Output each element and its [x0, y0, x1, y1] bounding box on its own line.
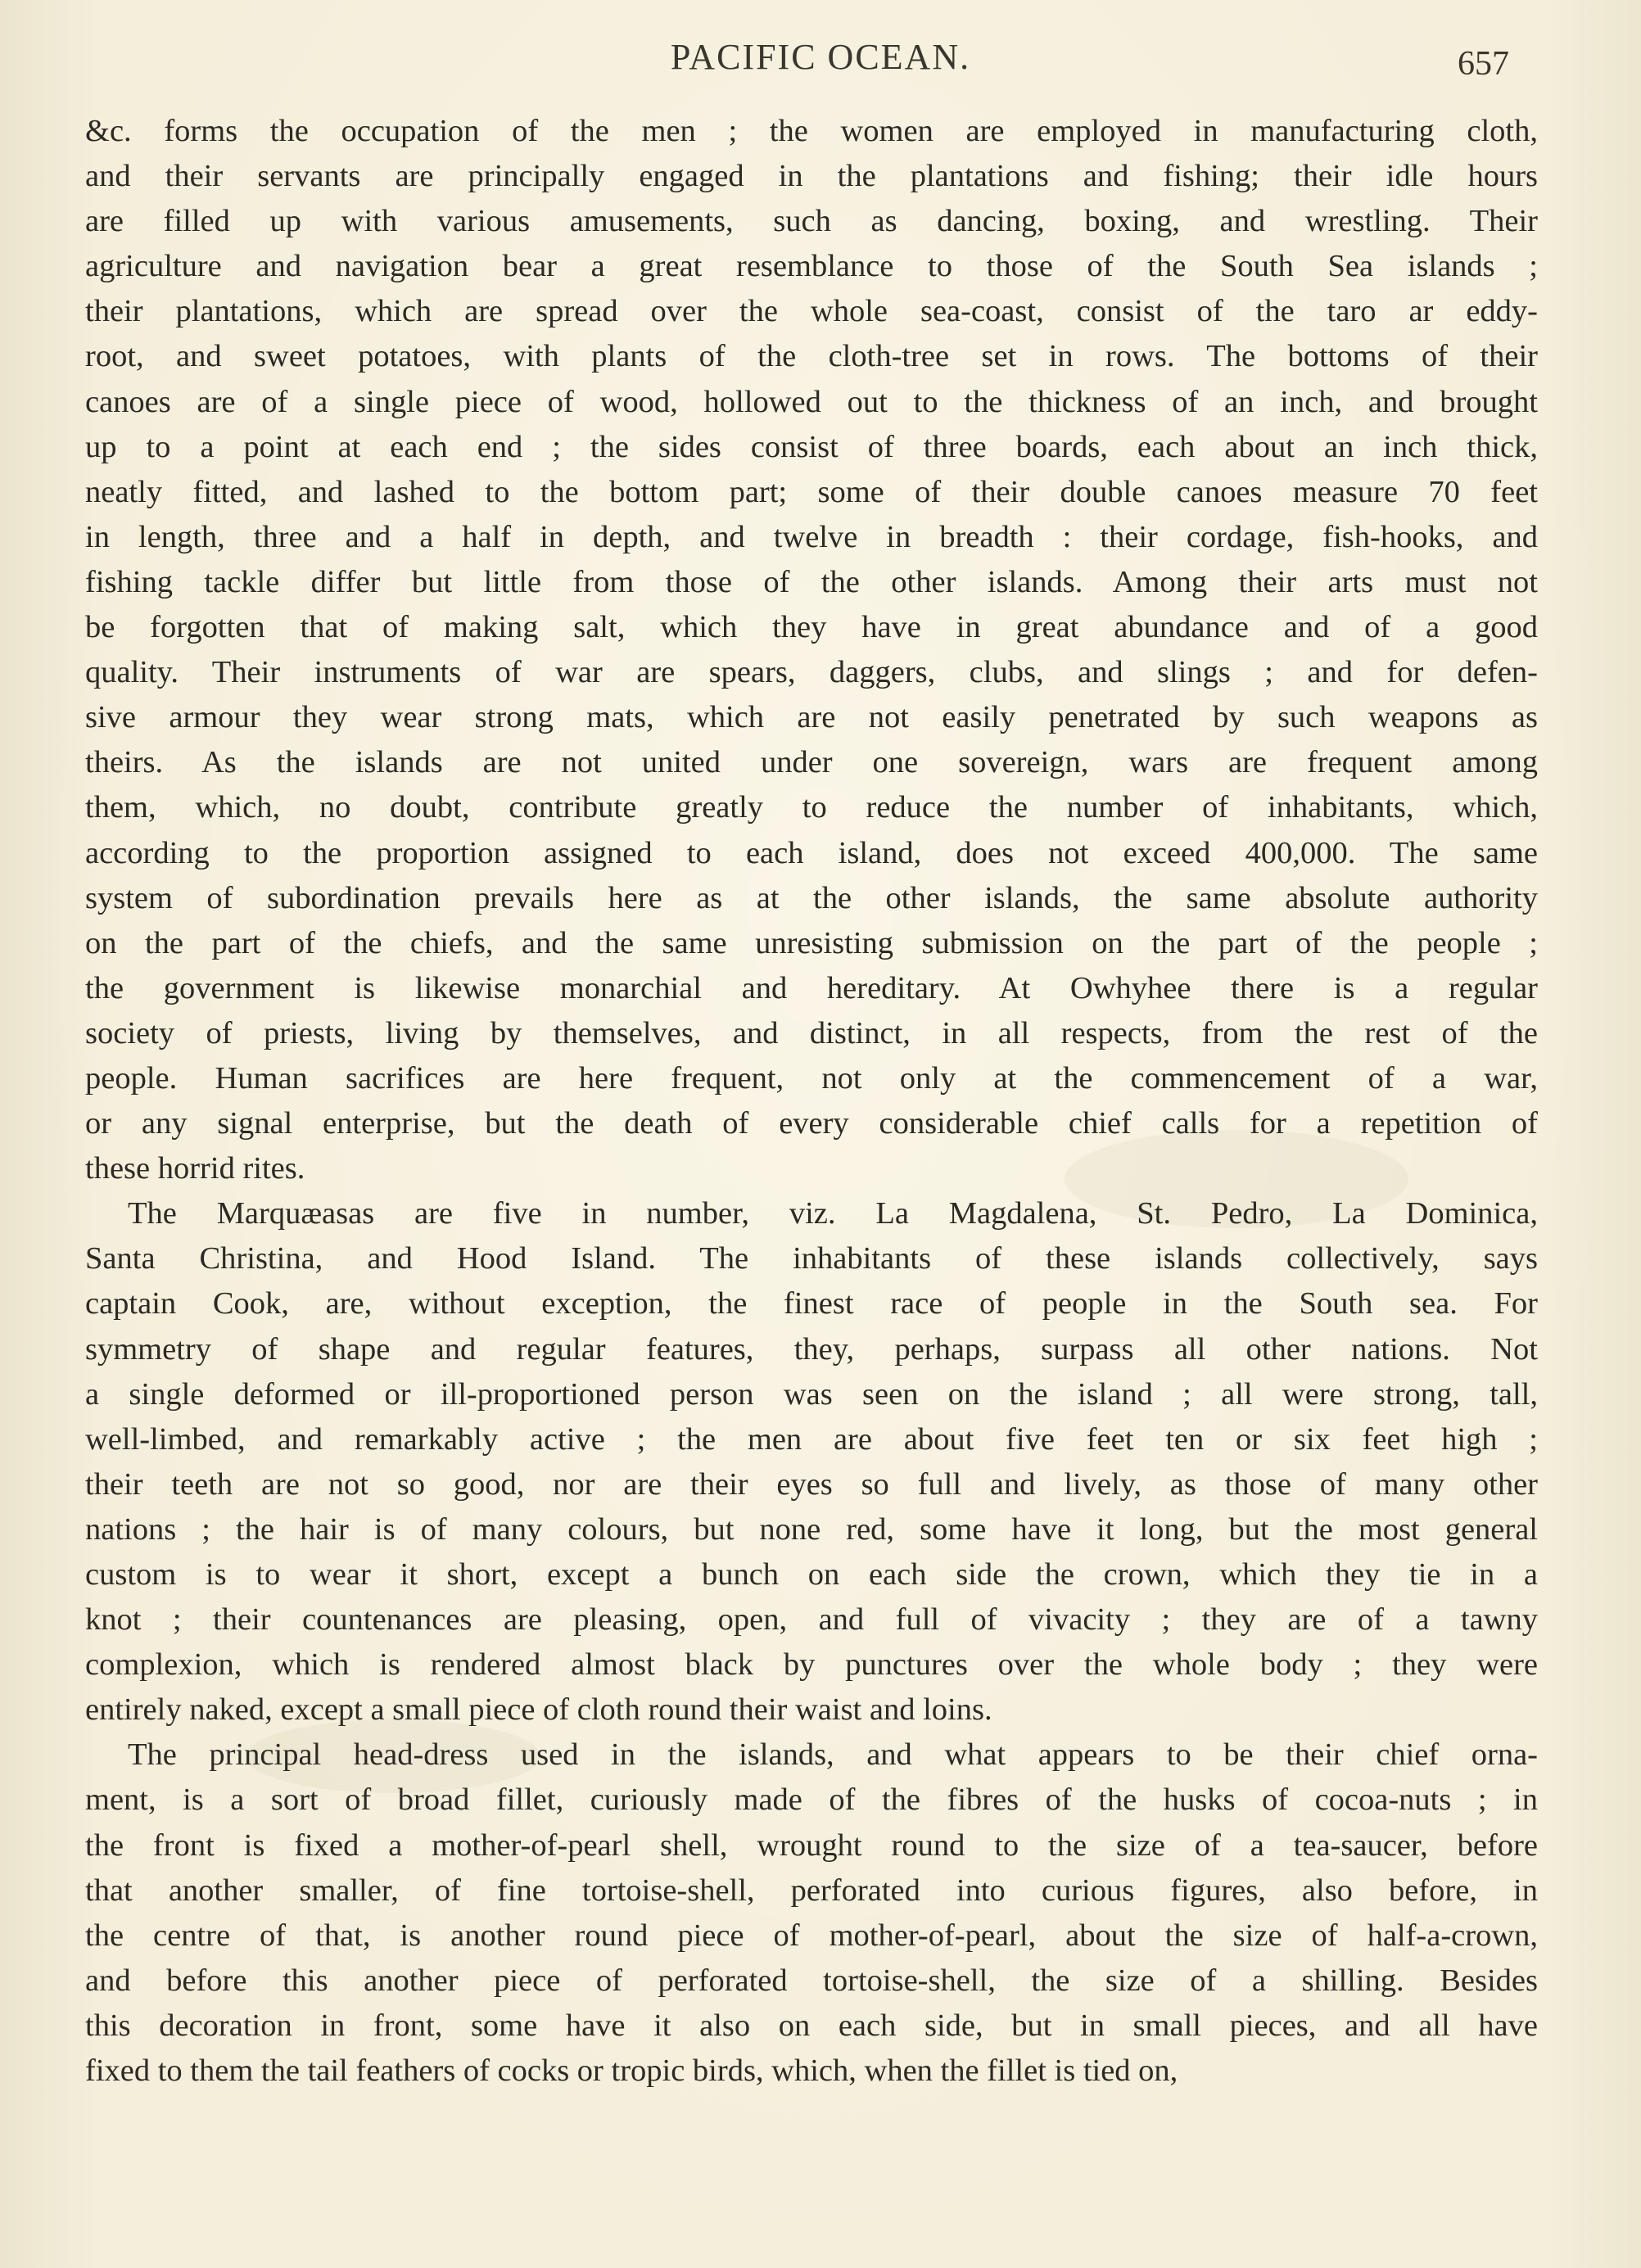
running-title: PACIFIC OCEAN.	[670, 37, 971, 77]
text-line: Santa Christina, and Hood Island. The inhabitants of these islands collectively, says	[85, 1241, 1538, 1276]
text-line: custom is to wear it short, except a bunch on each side the crown, which they tie in a	[85, 1557, 1538, 1592]
text-line: entirely naked, except a small piece of cloth round their waist and loins.	[85, 1692, 992, 1728]
text-line: quality. Their instruments of war are spears, daggers, clubs, and slings ; and for defen-	[85, 655, 1538, 690]
text-line: in length, three and a half in depth, and twelve in breadth : their cordage, fish-hooks, and	[85, 519, 1538, 554]
text-line: the centre of that, is another round piece of mother-of-pearl, about the size of half-a-crown,	[85, 1918, 1538, 1953]
text-line: fishing tackle differ but little from those of the other islands. Among their arts must not	[85, 564, 1538, 599]
body-text	[85, 109, 1538, 2094]
paragraph	[85, 109, 1538, 1191]
text-line: knot ; their countenances are pleasing, open, and full of vivacity ; they are of a tawny	[85, 1602, 1538, 1638]
text-line: ment, is a sort of broad fillet, curiously made of the fibres of the husks of cocoa-nuts ; in	[85, 1782, 1538, 1818]
text-line: theirs. As the islands are not united under one sovereign, wars are frequent among	[85, 745, 1538, 780]
text-line: their teeth are not so good, nor are their eyes so full and lively, as those of many other	[85, 1466, 1538, 1502]
paragraph	[85, 1733, 1538, 2094]
text-line: the front is fixed a mother-of-pearl shell, wrought round to the size of a tea-saucer, before	[85, 1828, 1538, 1863]
text-line: symmetry of shape and regular features, they, perhaps, surpass all other nations. Not	[85, 1331, 1538, 1367]
text-line: neatly fitted, and lashed to the bottom part; some of their double canoes measure 70 feet	[85, 474, 1538, 509]
text-line: be forgotten that of making salt, which they have in great abundance and of a good	[85, 610, 1538, 645]
page-number: 657	[1458, 45, 1509, 83]
text-line: canoes are of a single piece of wood, hollowed out to the thickness of an inch, and brought	[85, 384, 1538, 419]
text-line: captain Cook, are, without exception, the finest race of people in the South sea. For	[85, 1286, 1538, 1321]
text-line: The principal head-dress used in the islands, and what appears to be their chief orna-	[128, 1737, 1538, 1773]
text-line: nations ; the hair is of many colours, but none red, some have it long, but the most general	[85, 1511, 1538, 1547]
text-line: sive armour they wear strong mats, which are not easily penetrated by such weapons as	[85, 700, 1538, 735]
text-line: agriculture and navigation bear a great resemblance to those of the South Sea islands ;	[85, 249, 1538, 284]
text-line: that another smaller, of fine tortoise-shell, perforated into curious figures, also before, in	[85, 1873, 1538, 1908]
running-head	[0, 33, 1641, 82]
text-line: complexion, which is rendered almost black by punctures over the whole body ; they were	[85, 1647, 1538, 1683]
paragraph	[85, 1191, 1538, 1733]
text-line: according to the proportion assigned to each island, does not exceed 400,000. The same	[85, 835, 1538, 870]
text-line: this decoration in front, some have it also on each side, but in small pieces, and all have	[85, 2008, 1538, 2043]
text-line: and before this another piece of perforated tortoise-shell, the size of a shilling. Besides	[85, 1963, 1538, 1998]
text-line: on the part of the chiefs, and the same unresisting submission on the part of the people ;	[85, 925, 1538, 960]
text-line: or any signal enterprise, but the death of every considerable chief calls for a repetition of	[85, 1106, 1538, 1141]
text-line: them, which, no doubt, contribute greatly to reduce the number of inhabitants, which,	[85, 790, 1538, 825]
text-line: The Marquæasas are five in number, viz. La Magdalena, St. Pedro, La Dominica,	[128, 1196, 1538, 1231]
text-line: their plantations, which are spread over the whole sea-coast, consist of the taro ar eddy-	[85, 294, 1538, 329]
text-line: these horrid rites.	[85, 1151, 305, 1186]
text-line: people. Human sacrifices are here frequent, not only at the commencement of a war,	[85, 1060, 1538, 1096]
text-line: are filled up with various amusements, such as dancing, boxing, and wrestling. Their	[85, 204, 1538, 239]
text-line: and their servants are principally engaged in the plantations and fishing; their idle hours	[85, 159, 1538, 194]
text-line: root, and sweet potatoes, with plants of the cloth-tree set in rows. The bottoms of their	[85, 339, 1538, 374]
text-line: system of subordination prevails here as at the other islands, the same absolute authority	[85, 880, 1538, 915]
text-line: &c. forms the occupation of the men ; the women are employed in manufacturing cloth,	[85, 114, 1538, 148]
text-line: fixed to them the tail feathers of cocks or tropic birds, which, when the fillet is tied on,	[85, 2053, 1178, 2089]
text-line: well-limbed, and remarkably active ; the men are about five feet ten or six feet high ;	[85, 1421, 1538, 1457]
text-line: society of priests, living by themselves, and distinct, in all respects, from the rest of the	[85, 1015, 1538, 1050]
text-line: the government is likewise monarchial and hereditary. At Owhyhee there is a regular	[85, 970, 1538, 1005]
text-line: a single deformed or ill-proportioned person was seen on the island ; all were strong, tall,	[85, 1376, 1538, 1412]
text-line: up to a point at each end ; the sides consist of three boards, each about an inch thick,	[85, 429, 1538, 464]
